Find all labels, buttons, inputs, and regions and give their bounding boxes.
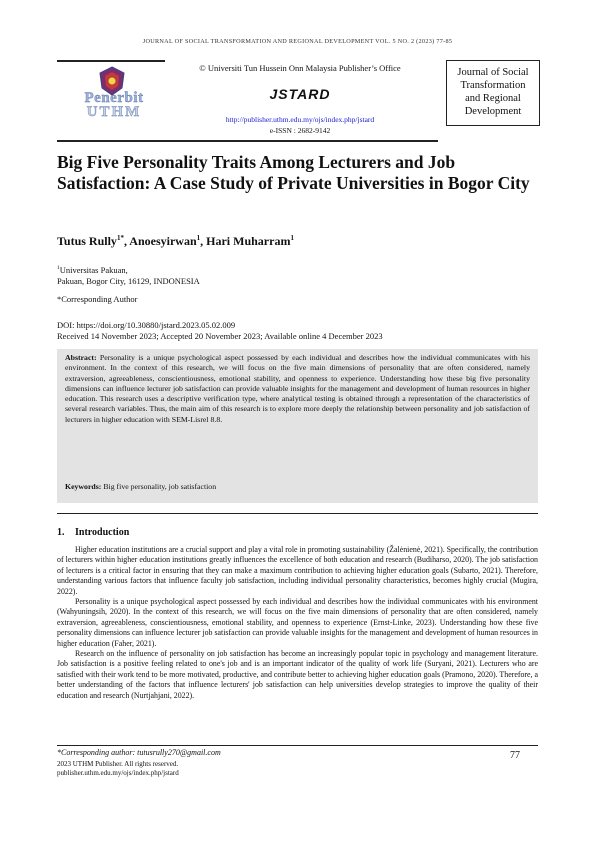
affiliation <box>57 263 200 287</box>
journal-box-line: Transformation <box>460 80 526 91</box>
logo-text-penerbit: Penerbit <box>84 90 144 106</box>
footer-copyright <box>57 760 179 778</box>
affiliation-line: Pakuan, Bogor City, 16129, INDONESIA <box>57 275 200 286</box>
journal-short-name: JSTARD <box>269 86 331 102</box>
keywords-value: Big five personality, job satisfaction <box>103 482 217 491</box>
article-title: Big Five Personality Traits Among Lecturers and Job Satisfaction: A Case Study of Private Universities in Bogor City <box>57 152 530 193</box>
author-name: Hari Muharram <box>206 234 291 248</box>
journal-url-link[interactable]: http://publisher.uthm.edu.my/ojs/index.php/jstard <box>225 115 375 124</box>
author-sup: 1* <box>116 234 124 242</box>
keywords <box>65 482 216 491</box>
author-name: Anoesyirwan <box>129 234 197 248</box>
introduction-body <box>57 545 538 701</box>
publisher-copyright: © Universiti Tun Hussein Onn Malaysia Publisher’s Office <box>199 63 401 73</box>
article-dates: Received 14 November 2023; Accepted 20 November 2023; Available online 4 December 2023 <box>57 331 383 341</box>
affiliation-sup: 1 <box>57 265 60 271</box>
author-sup: 1 <box>196 234 201 242</box>
footer-corresponding-email: *Corresponding author: tutusrully270@gmail.com <box>57 748 221 757</box>
footer-copyright-line: 2023 UTHM Publisher. All rights reserved. <box>57 760 179 768</box>
abstract-box <box>57 349 538 503</box>
abstract-text <box>65 353 530 425</box>
author-list: Tutus Rully$^{1*}$, Anoesyirwan$^1$, Hari Muharram$^1$ <box>57 234 294 248</box>
author-sup: 1 <box>290 234 294 242</box>
journal-box-line: Development <box>464 106 522 117</box>
body-paragraph: Higher education institutions are a crucial support and play a vital role in promoting sustainability (Žalėnienė, 2021). Specifically, the contribution of lecturers within higher education institutions greatly influences the excellence of both education and research (Budiharso, 2020). The job satisfaction of lecturers is a critical factor in ensuring that they can make a maximum contribution to achieving higher education goals (Subarto, 2021). Therefore, understanding various factors that influence faculty job satisfaction, including individual personality characteristics, becomes highly crucial (Mugira, 2022). <box>57 545 538 596</box>
abstract-body: Personality is a unique psychological aspect possessed by each individual and describes how the individual communicates with his environment. In the context of this research, we will focus on the five main dimensions of personality that are often considered, namely extraversion, agreeableness, conscientiousness, emotional stability, and openness to experience. Understanding how these big five personality dimensions can influence lecturer job satisfaction can provide valuable insights for the management and development of human resources in higher education. This research uses a descriptive verification type, where analytical testing is obtained through a representation of the characteristics of several research variables. Thus, the main aim of this research is to explore more deeply the relationship between personality and job satisfaction of lecturers in higher education with SEM-Lisrel 8.8. <box>65 353 531 424</box>
section-number: 1. <box>57 527 65 538</box>
corresponding-author-note: *Corresponding Author <box>57 294 138 304</box>
logo-text-uthm: UTHM <box>86 104 142 120</box>
footer-url[interactable]: publisher.uthm.edu.my/ojs/index.php/jstard <box>57 769 179 777</box>
abstract-bottom-rule <box>57 513 538 514</box>
section-heading-introduction <box>57 527 129 538</box>
journal-box-line: Journal of Social <box>457 67 529 78</box>
section-title: Introduction <box>75 527 130 538</box>
journal-box-line: and Regional <box>465 93 521 104</box>
body-paragraph: Personality is a unique psychological aspect possessed by each individual and describes how the individual communicates with his environment (Wahyuningsih, 2020). In the context of this research, we will focus on the five main dimensions of personality that are often considered, namely extraversion, agreeableness, conscientiousness, emotional stability, and openness to experience (Ernst-Linke, 2023). Understanding how these five personality dimensions can influence lecturer job satisfaction can provide valuable insights for the management and development of human resources in higher education (Faher, 2021). <box>57 597 538 648</box>
author-name: Tutus Rully <box>57 234 117 248</box>
header-rule-left <box>57 60 165 62</box>
footer-rule <box>57 745 538 746</box>
body-paragraph: Research on the influence of personality on job satisfaction has become an increasingly popular topic in psychology and management literature. Job satisfaction is a positive feeling related to one's job and is an important indicator of the quality of work life (Suryani, 2021). Lecturers who are satisfied with their work tend to be more motivated, productive, and contribute better to achieving higher education goals (Pramono, 2020). Therefore, a better understanding of the factors that influence lecturers' job satisfaction can help universities develop strategies to improve the quality of their education and research (Nurtjahjani, 2022). <box>57 649 538 700</box>
doi-link[interactable]: DOI: https://doi.org/10.30880/jstard.2023.05.02.009 <box>57 320 236 330</box>
doi-and-dates <box>57 320 383 342</box>
journal-name-box <box>446 60 540 126</box>
running-head: JOURNAL OF SOCIAL TRANSFORMATION AND REGIONAL DEVELOPMENT VOL. 5 NO. 2 (2023) 77-85 <box>142 38 453 45</box>
publisher-logo <box>62 66 166 126</box>
journal-issn: e-ISSN : 2682-9142 <box>269 126 331 135</box>
affiliation-line: Universitas Pakuan, <box>59 264 128 275</box>
keywords-label: Keywords: <box>65 482 102 491</box>
header-rule-bottom <box>57 140 438 142</box>
page-number: 77 <box>510 750 520 761</box>
abstract-label: Abstract: <box>65 353 97 362</box>
